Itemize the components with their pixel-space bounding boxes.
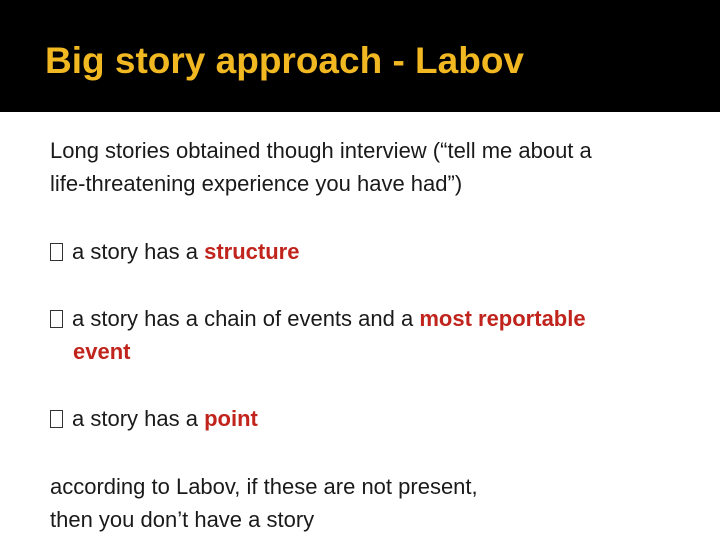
bullet-item-point — [50, 402, 700, 435]
slide-title: Big story approach - Labov — [45, 40, 525, 81]
bullet-highlight: point — [204, 406, 258, 431]
closing-paragraph — [50, 470, 650, 536]
bullet-box-icon — [50, 410, 63, 428]
bullet-item-structure — [50, 235, 700, 268]
bullet-item-events — [50, 302, 700, 368]
bullet-text: a story has a chain of events and a — [72, 306, 420, 331]
intro-line-1: Long stories obtained though interview (“tell me about a — [50, 138, 592, 163]
bullet-box-icon — [50, 310, 63, 328]
bullet-highlight: structure — [204, 239, 300, 264]
closing-line-2: then you don’t have a story — [50, 507, 315, 532]
intro-line-2: life-threatening experience you have had”) — [50, 171, 463, 196]
closing-line-1: according to Labov, if these are not present, — [50, 474, 478, 499]
bullet-box-icon — [50, 243, 63, 261]
bullet-text: a story has a — [72, 239, 205, 264]
bullet-text: a story has a — [72, 406, 205, 431]
title-bar — [0, 0, 720, 112]
bullet-highlight: most reportable — [419, 306, 586, 331]
bullet-highlight-continued: event — [73, 339, 131, 364]
intro-paragraph — [50, 134, 710, 200]
